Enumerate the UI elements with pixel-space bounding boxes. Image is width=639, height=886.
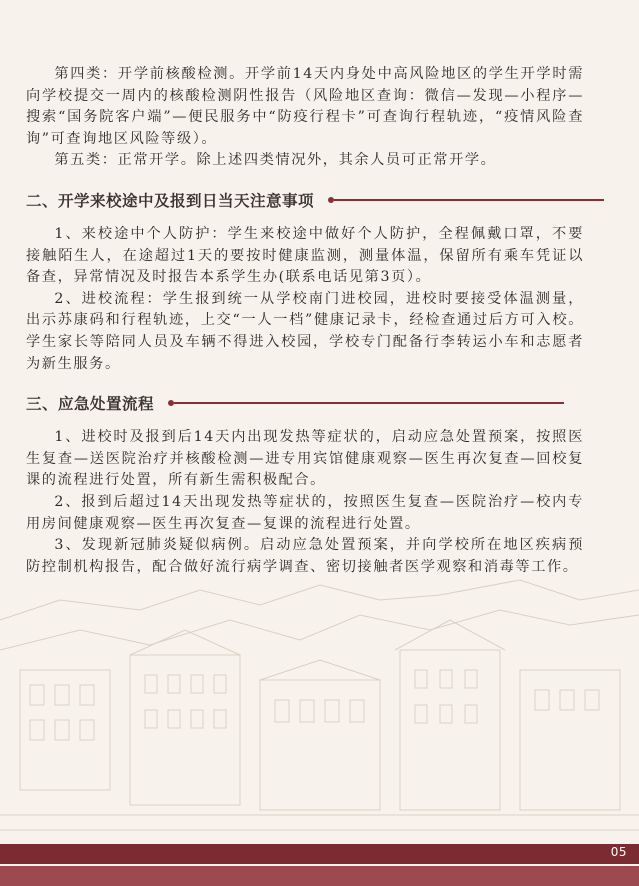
section-2-rule xyxy=(328,197,604,203)
paragraph-category-5: 第五类：正常开学。除上述四类情况外，其余人员可正常开学。 xyxy=(54,152,497,169)
campus-illustration xyxy=(0,560,639,850)
paragraph-category-4: 第四类：开学前核酸检测。开学前14天内身处中高风险地区的学生开学时需向学校提交一周内的核酸检测阴性报告（风险地区查询：微信—发现—小程序—搜索“国务院客户端”—便民服务中“防疫行程卡”可查询行程轨迹，“疫情风险查询”可查询地区风险等级）。 xyxy=(26,66,584,147)
paragraph-entry-process: 2、进校流程：学生报到统一从学校南门进校园，进校时要接受体温测量，出示苏康码和行程轨迹，上交“一人一档”健康记录卡，经检查通过后方可入校。学生家长等陪同人员及车辆不得进入校园，学校专门配备行李转运小车和志愿者为新生服务。 xyxy=(26,290,584,372)
paragraph-emergency-1: 1、进校时及报到后14天内出现发热等症状的，启动应急处置预案，按照医生复查—送医院治疗并核酸检测—进专用宾馆健康观察—医生再次复查—回校复课的流程进行处置，所有新生需积极配合。 xyxy=(26,429,584,489)
section-3-rule xyxy=(168,400,584,406)
section-2-heading xyxy=(26,188,584,212)
section-3-title: 三、应急处置流程 xyxy=(26,395,155,414)
rule-line xyxy=(174,402,564,404)
section-2-title: 二、开学来校途中及报到日当天注意事项 xyxy=(26,191,315,210)
footer-band-lower xyxy=(0,866,639,886)
paragraph-emergency-2: 2、报到后超过14天出现发热等症状的，按照医生复查—医院治疗—校内专用房间健康观察—医生再次复查—复课的流程进行处置。 xyxy=(26,493,584,532)
section-3-heading xyxy=(26,391,584,415)
paragraph-emergency-3: 3、发现新冠肺炎疑似病例。启动应急处置预案，并向学校所在地区疾病预防控制机构报告，配合做好流行病学调查、密切接触者医学观察和消毒等工作。 xyxy=(26,537,584,575)
footer-band xyxy=(0,844,639,864)
page-number: 05 xyxy=(610,845,627,859)
document-body xyxy=(26,64,584,578)
rule-line xyxy=(334,199,604,201)
paragraph-personal-protection: 1、来校途中个人防护：学生来校途中做好个人防护，全程佩戴口罩，不要接触陌生人，在途超过1天的要按时健康监测，测量体温，保留所有乘车凭证以备查，异常情况及时报告本系学生办(联系电话见第3页）。 xyxy=(26,225,584,286)
